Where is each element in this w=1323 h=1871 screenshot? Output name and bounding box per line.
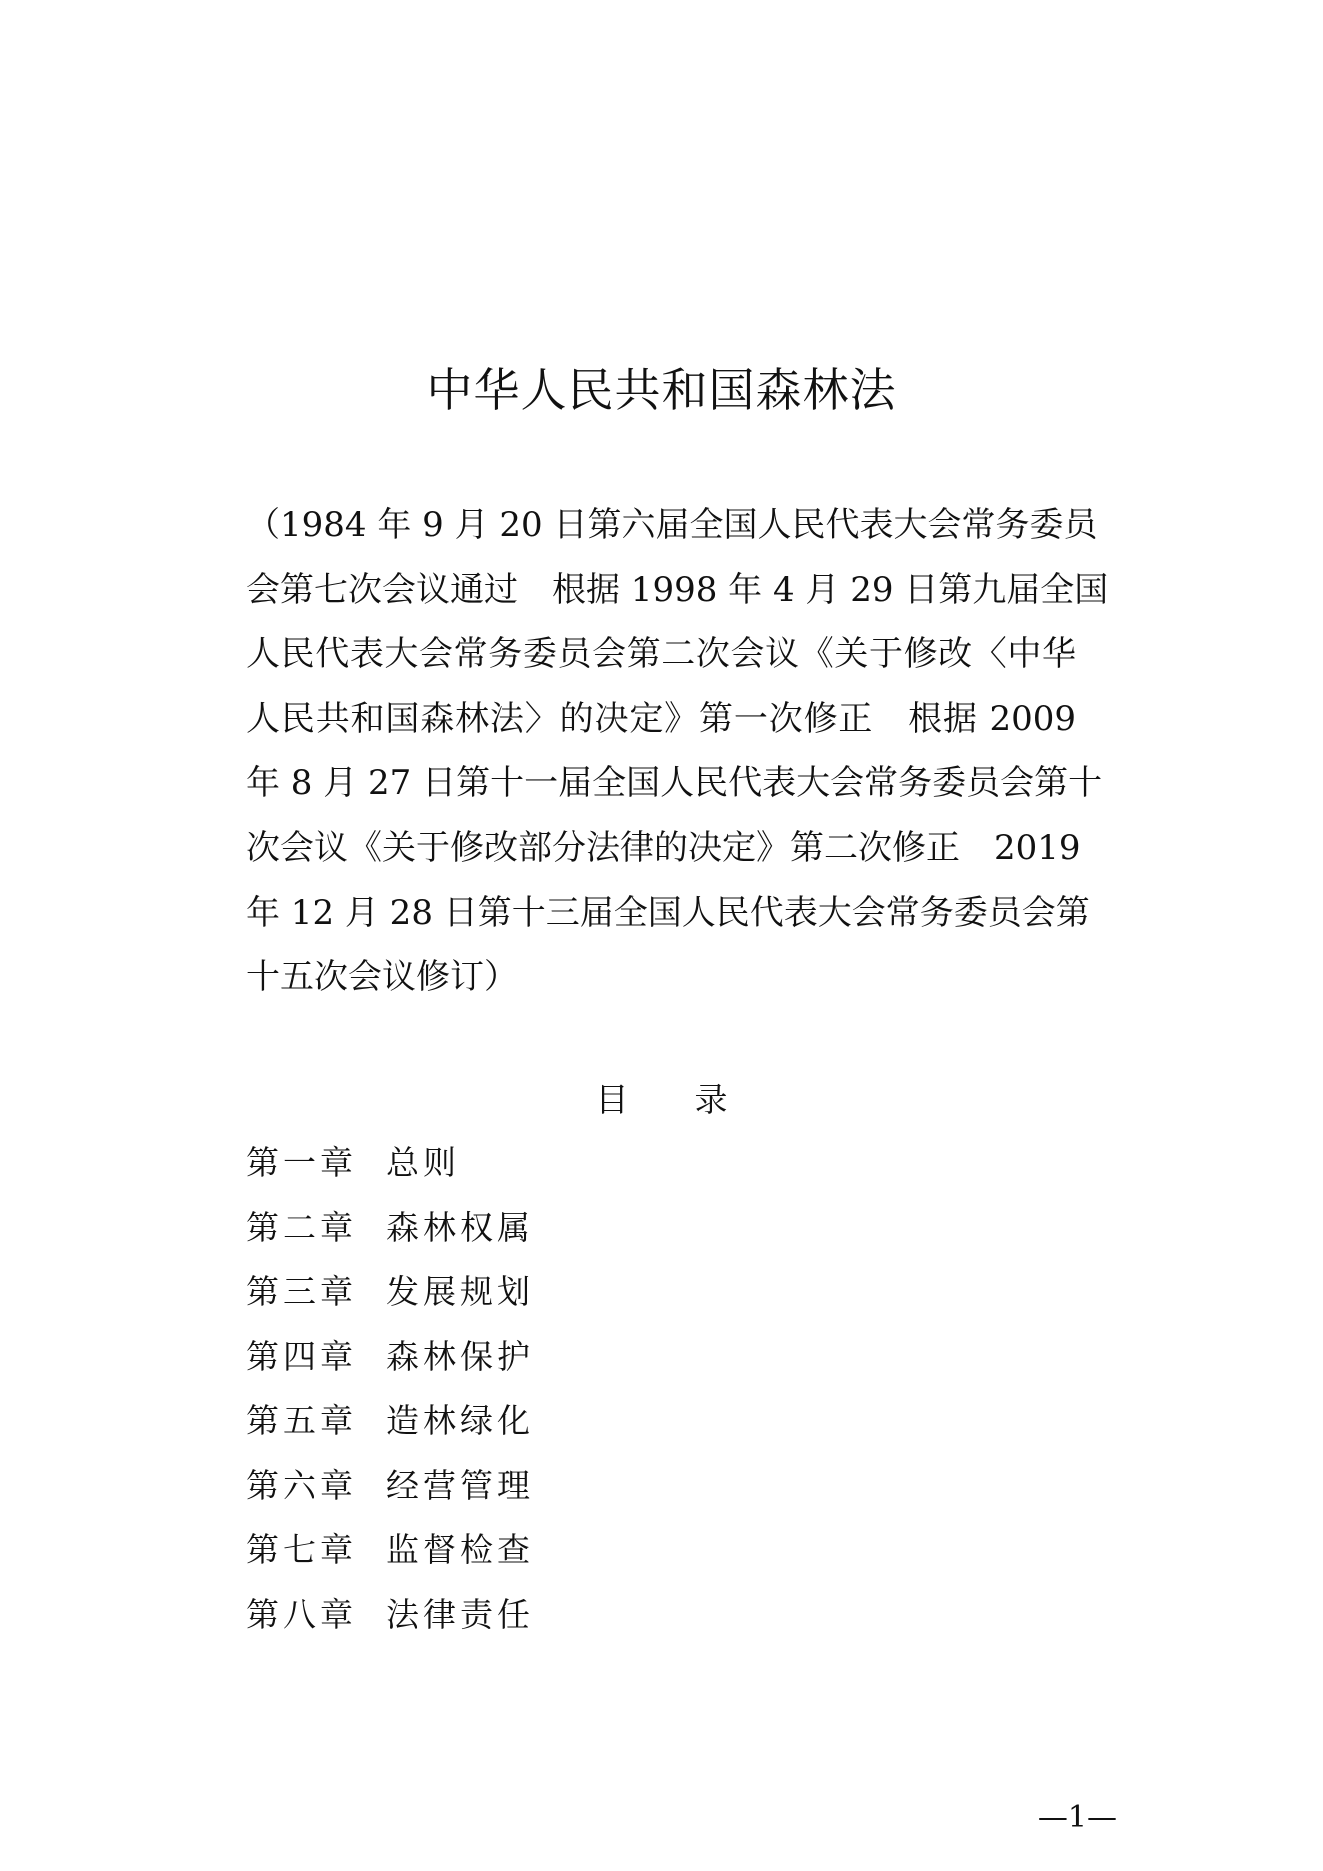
history-line: 年 8 月 27 日第十一届全国人民代表大会常务委员会第十 — [246, 763, 1103, 804]
toc-chapter-name: 发展规划 — [386, 1272, 534, 1311]
document-title: 中华人民共和国森林法 — [426, 363, 897, 417]
legislative-history — [246, 493, 1109, 1010]
toc-chapter-number: 第八章 — [246, 1594, 357, 1634]
history-line: 会第七次会议通过 根据 1998 年 4 月 29 日第九届全国 — [246, 569, 1109, 610]
history-line: 年 12 月 28 日第十三届全国人民代表大会常务委员会第 — [246, 892, 1090, 933]
toc-chapter-number: 第六章 — [246, 1465, 357, 1505]
toc-item — [246, 1131, 846, 1196]
toc-chapter-number: 第七章 — [246, 1530, 357, 1569]
toc-chapter-name: 森林保护 — [386, 1336, 534, 1376]
toc-item — [246, 1260, 846, 1325]
toc-chapter-number: 第四章 — [246, 1336, 357, 1376]
toc-chapter-name: 总则 — [386, 1143, 460, 1182]
toc-item — [246, 1196, 846, 1261]
toc-chapter-name: 经营管理 — [386, 1465, 534, 1505]
toc-heading: 目 录 — [595, 1080, 728, 1119]
toc-item — [246, 1325, 846, 1390]
toc-chapter-name: 造林绿化 — [386, 1401, 534, 1440]
history-line: 十五次会议修订） — [246, 957, 518, 998]
toc-chapter-number: 第三章 — [246, 1272, 357, 1311]
table-of-contents — [246, 1131, 846, 1647]
toc-item — [246, 1518, 846, 1583]
toc-item — [246, 1389, 846, 1454]
history-line: 人民共和国森林法〉的决定》第一次修正 根据 2009 — [246, 698, 1076, 739]
history-line: 人民代表大会常务委员会第二次会议《关于修改〈中华 — [246, 634, 1076, 675]
toc-chapter-number: 第一章 — [246, 1143, 357, 1182]
history-line: （1984 年 9 月 20 日第六届全国人民代表大会常务委员 — [246, 505, 1098, 545]
toc-chapter-name: 监督检查 — [386, 1530, 534, 1569]
toc-chapter-name: 法律责任 — [386, 1594, 534, 1634]
toc-chapter-number: 第五章 — [246, 1401, 357, 1440]
toc-chapter-name: 森林权属 — [386, 1207, 534, 1247]
toc-item — [246, 1583, 846, 1648]
page-number: —1— — [1037, 1800, 1117, 1835]
toc-chapter-number: 第二章 — [246, 1207, 357, 1247]
history-line: 次会议《关于修改部分法律的决定》第二次修正 2019 — [246, 827, 1081, 868]
toc-item — [246, 1454, 846, 1519]
